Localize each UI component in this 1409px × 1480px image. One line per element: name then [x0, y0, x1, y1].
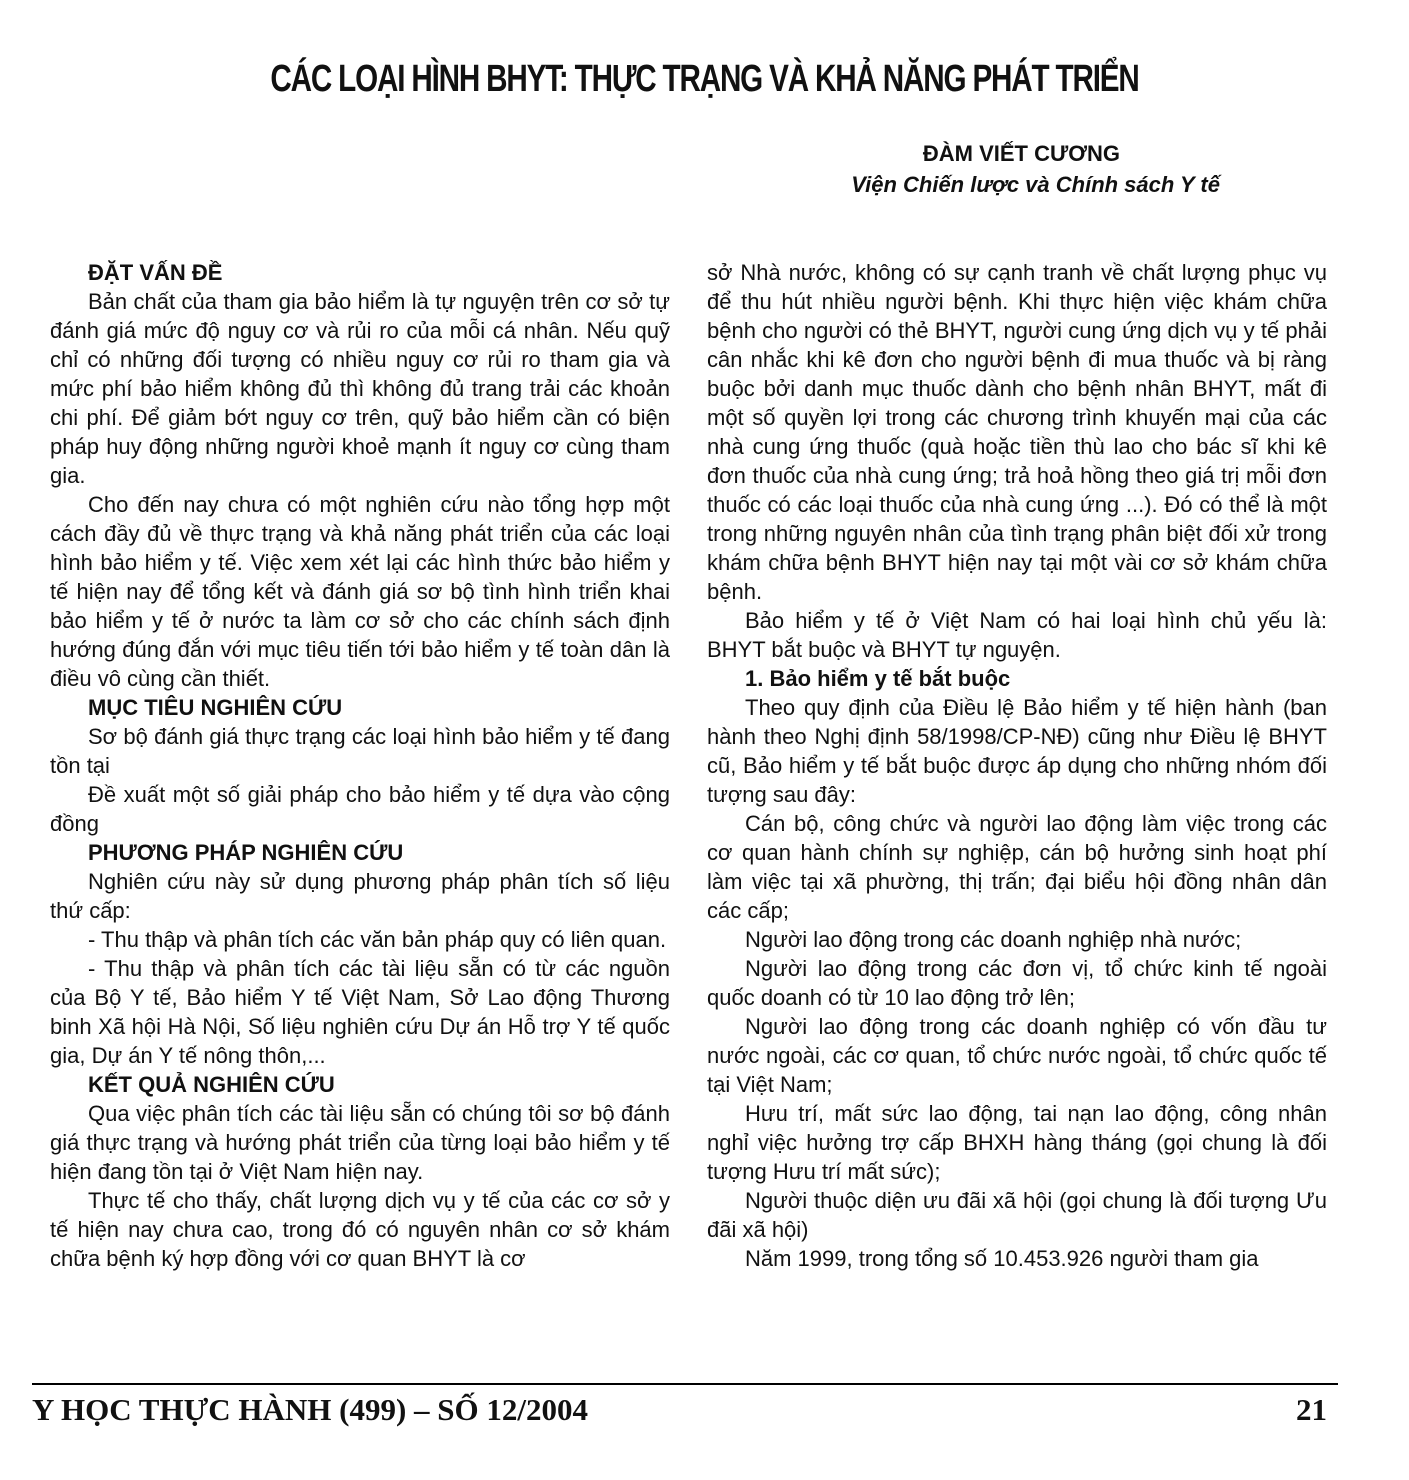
- paragraph: Cho đến nay chưa có một nghiên cứu nào tổng hợp một cách đầy đủ về thực trạng và khả năng phát triển của các loại hình bảo hiểm y tế. Việc xem xét lại các hình thức bảo hiểm y tế hiện nay để tổng kết và đánh giá sơ bộ tình hình triển khai bảo hiểm y tế ở nước ta làm cơ sở cho các chính sách định hướng đúng đắn với mục tiêu tiến tới bảo hiểm y tế toàn dân là điều vô cùng cần thiết.: [50, 492, 670, 691]
- paragraph: Sơ bộ đánh giá thực trạng các loại hình bảo hiểm y tế đang tồn tại: [50, 724, 670, 778]
- paragraph: Nghiên cứu này sử dụng phương pháp phân tích số liệu thứ cấp:: [50, 869, 670, 923]
- left-column: [50, 258, 670, 1273]
- section-heading: PHƯƠNG PHÁP NGHIÊN CỨU: [88, 840, 404, 865]
- paragraph: Người lao động trong các đơn vị, tổ chức kinh tế ngoài quốc doanh có từ 10 lao động trở lên;: [707, 956, 1327, 1010]
- paragraph: sở Nhà nước, không có sự cạnh tranh về chất lượng phục vụ để thu hút nhiều người bệnh. Khi thực hiện việc khám chữa bệnh cho người có thẻ BHYT, người cung ứng dịch vụ y tế phải cân nhắc khi kê đơn cho người bệnh đi mua thuốc và bị ràng buộc bởi danh mục thuốc dành cho bệnh nhân BHYT, mất đi một số quyền lợi trong các chương trình khuyến mại của các nhà cung ứng thuốc (quà hoặc tiền thù lao cho bác sĩ khi kê đơn thuốc của nhà cung ứng; trả hoả hồng theo giá trị mỗi đơn thuốc có các loại thuốc của nhà cung ứng ...). Đó có thể là một trong những nguyên nhân của tình trạng phân biệt đối xử trong khám chữa bệnh BHYT hiện nay tại một vài cơ sở khám chữa bệnh.: [707, 260, 1327, 604]
- article-title: CÁC LOẠI HÌNH BHYT: THỰC TRẠNG VÀ KHẢ NĂNG PHÁT TRIỂN: [270, 58, 1139, 100]
- author-name: ĐÀM VIẾT CƯƠNG: [922, 141, 1120, 166]
- right-column: [707, 258, 1327, 1273]
- paragraph: Bản chất của tham gia bảo hiểm là tự nguyện trên cơ sở tự đánh giá mức độ nguy cơ và rủi ro của mỗi cá nhân. Nếu quỹ chỉ có những đối tượng có nhiều nguy cơ rủi ro tham gia và mức phí bảo hiểm không đủ thì không đủ trang trải các khoản chi phí. Để giảm bớt nguy cơ trên, quỹ bảo hiểm cần có biện pháp huy động những người khoẻ mạnh ít nguy cơ cùng tham gia.: [50, 289, 670, 488]
- paragraph: Người thuộc diện ưu đãi xã hội (gọi chung là đối tượng Ưu đãi xã hội): [707, 1188, 1327, 1242]
- paragraph: - Thu thập và phân tích các tài liệu sẵn có từ các nguồn của Bộ Y tế, Bảo hiểm Y tế Việt Nam, Sở Lao động Thương binh Xã hội Hà Nội, Số liệu nghiên cứu Dự án Hỗ trợ Y tế quốc gia, Dự án Y tế nông thôn,...: [50, 956, 670, 1068]
- paragraph: Người lao động trong các doanh nghiệp nhà nước;: [745, 927, 1242, 952]
- journal-footer: Y HỌC THỰC HÀNH (499) – SỐ 12/2004: [32, 1392, 589, 1427]
- page-number: 21: [1296, 1392, 1327, 1427]
- footer-rule: [32, 1383, 1338, 1385]
- paragraph: Cán bộ, công chức và người lao động làm việc trong các cơ quan hành chính sự nghiệp, cán bộ hưởng sinh hoạt phí làm việc tại xã phường, thị trấn; đại biểu hội đồng nhân dân các cấp;: [707, 811, 1327, 923]
- paragraph: Đề xuất một số giải pháp cho bảo hiểm y tế dựa vào cộng đồng: [50, 782, 670, 836]
- paragraph: Hưu trí, mất sức lao động, tai nạn lao động, công nhân nghỉ việc hưởng trợ cấp BHXH hàng tháng (gọi chung là đối tượng Hưu trí mất sức);: [707, 1101, 1327, 1184]
- paragraph: - Thu thập và phân tích các văn bản pháp quy có liên quan.: [88, 927, 667, 952]
- paragraph: Người lao động trong các doanh nghiệp có vốn đầu tư nước ngoài, các cơ quan, tổ chức nước ngoài, tổ chức quốc tế tại Việt Nam;: [707, 1014, 1327, 1097]
- paragraph: Năm 1999, trong tổng số 10.453.926 người tham gia: [745, 1246, 1259, 1271]
- section-heading: 1. Bảo hiểm y tế bắt buộc: [745, 666, 1011, 691]
- author-affiliation: Viện Chiến lược và Chính sách Y tế: [851, 172, 1220, 197]
- paragraph: Theo quy định của Điều lệ Bảo hiểm y tế hiện hành (ban hành theo Nghị định 58/1998/CP-NĐ) cũng như Điều lệ BHYT cũ, Bảo hiểm y tế bắt buộc được áp dụng cho những nhóm đối tượng sau đây:: [707, 695, 1327, 807]
- section-heading: ĐẶT VẤN ĐỀ: [88, 260, 223, 285]
- section-heading: KẾT QUẢ NGHIÊN CỨU: [88, 1072, 335, 1097]
- paragraph: Bảo hiểm y tế ở Việt Nam có hai loại hình chủ yếu là: BHYT bắt buộc và BHYT tự nguyện.: [707, 608, 1327, 662]
- paragraph: Qua việc phân tích các tài liệu sẵn có chúng tôi sơ bộ đánh giá thực trạng và hướng phát triển của từng loại bảo hiểm y tế hiện đang tồn tại ở Việt Nam hiện nay.: [50, 1101, 670, 1184]
- paragraph: Thực tế cho thấy, chất lượng dịch vụ y tế của các cơ sở y tế hiện nay chưa cao, trong đó có nguyên nhân cơ sở khám chữa bệnh ký hợp đồng với cơ quan BHYT là cơ: [50, 1188, 670, 1271]
- section-heading: MỤC TIÊU NGHIÊN CỨU: [88, 695, 343, 720]
